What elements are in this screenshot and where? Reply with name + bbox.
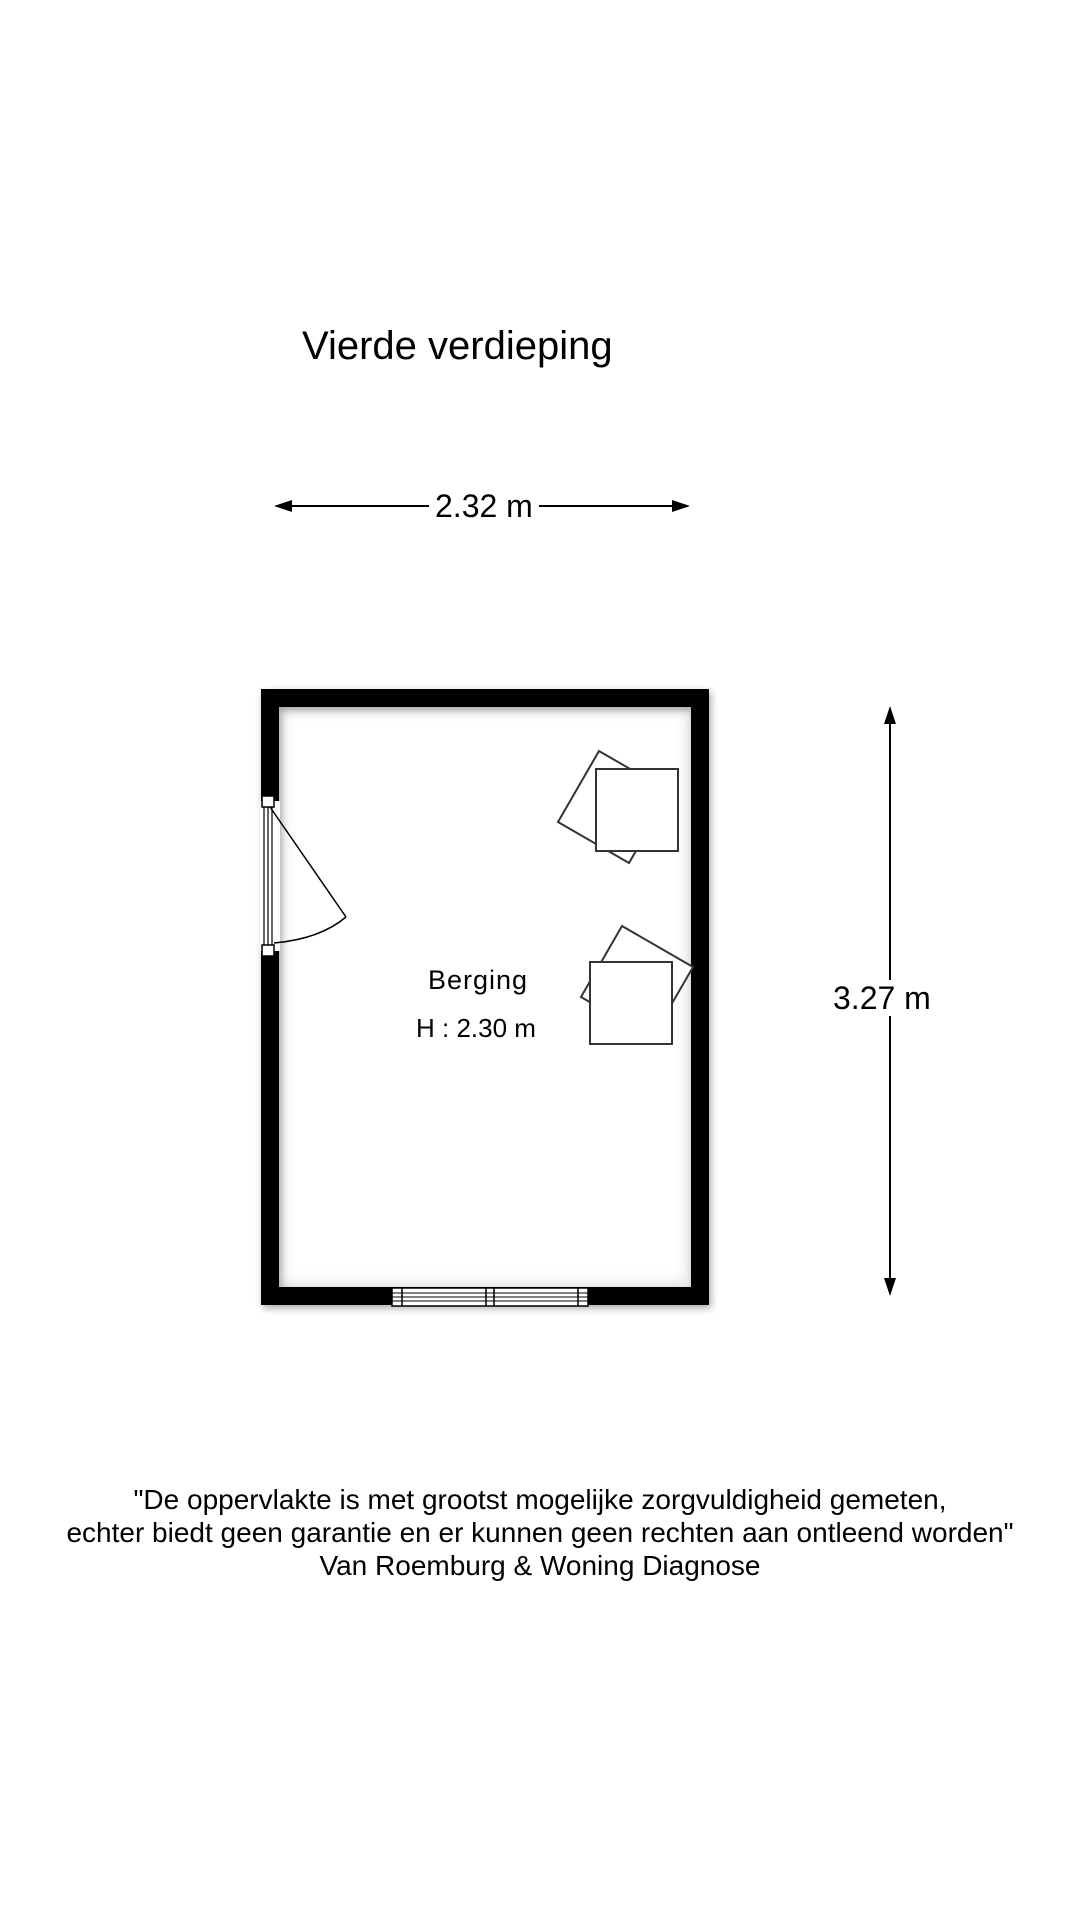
window bbox=[392, 1288, 588, 1306]
disclaimer-line-1: "De oppervlakte is met grootst mogelijke zorgvuldigheid gemeten, bbox=[133, 1484, 947, 1515]
storage-boxes-bottom bbox=[581, 926, 693, 1044]
width-dimension-label: 2.32 m bbox=[429, 490, 539, 522]
floor-title: Vierde verdieping bbox=[302, 324, 613, 368]
disclaimer-line-2: echter biedt geen garantie en er kunnen geen rechten aan ontleend worden" bbox=[66, 1517, 1014, 1548]
room-ceiling-height: H : 2.30 m bbox=[416, 1013, 536, 1043]
door bbox=[260, 796, 346, 956]
room-name: Berging bbox=[428, 965, 529, 995]
disclaimer bbox=[0, 1483, 1080, 1582]
height-dimension-label: 3.27 m bbox=[833, 980, 931, 1016]
storage-boxes-top bbox=[558, 751, 678, 863]
disclaimer-line-3: Van Roemburg & Woning Diagnose bbox=[319, 1550, 761, 1581]
